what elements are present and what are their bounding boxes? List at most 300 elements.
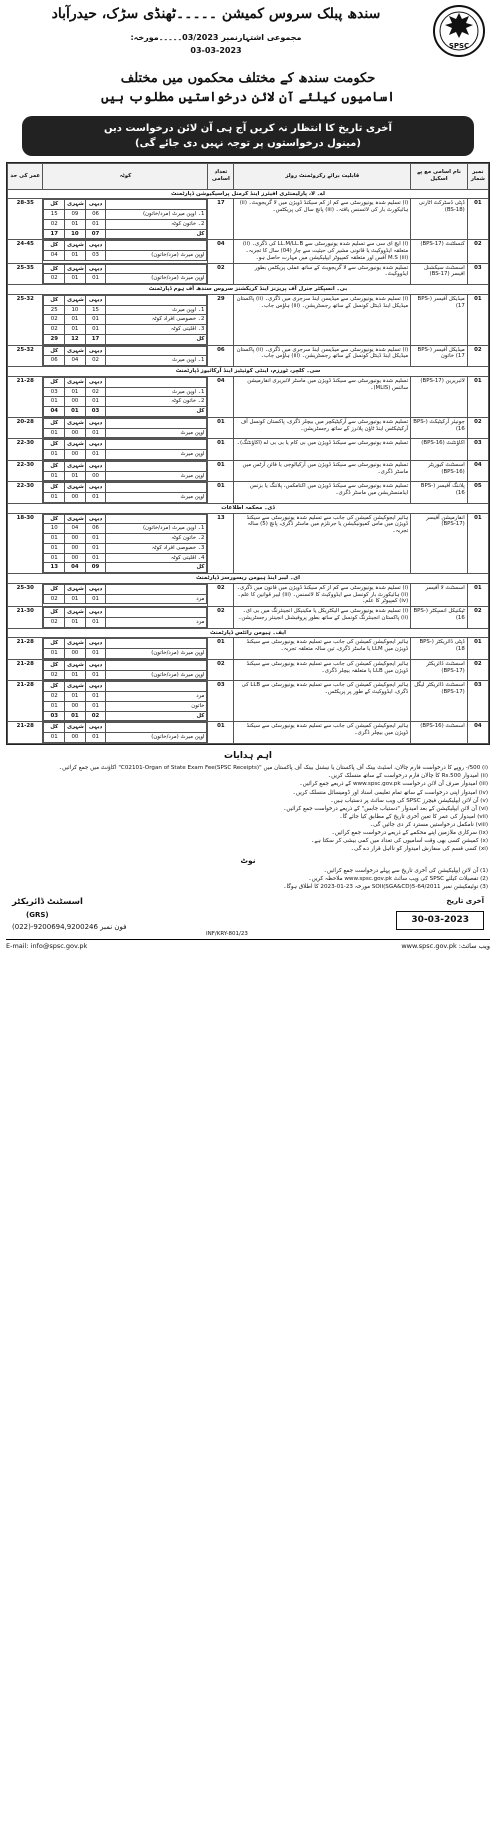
- quota-table: [43, 514, 207, 574]
- quota-header-cell: شہری: [65, 295, 86, 305]
- quota-value: 00: [65, 553, 86, 563]
- quota-header-blank: [106, 660, 207, 670]
- post-count: 03: [208, 681, 234, 722]
- post-name: لائبریرین (BPS-17): [411, 376, 468, 417]
- age-limit: 21-28: [8, 681, 43, 722]
- quota-value: 01: [65, 274, 86, 284]
- quota-cell: [43, 294, 208, 345]
- row-number: 02: [467, 607, 488, 629]
- quota-value: 01: [85, 274, 106, 284]
- instruction-item: (iv) امیدوار اپنی درخواست کے ساتھ تمام تعلیمی اسناد اور ڈومیسائل منسلک کریں۔: [292, 789, 488, 796]
- quota-cell: [43, 482, 208, 504]
- quota-label: 1۔ اوپن میرٹ (مرد/خاتون): [106, 210, 207, 220]
- col-header-age: عمر کی حد: [8, 163, 43, 189]
- quota-header-cell: دیہی: [85, 584, 106, 594]
- post-count: 01: [208, 417, 234, 439]
- quota-label: اوپن میرٹ: [106, 428, 207, 438]
- section-title: بی۔ انسپکٹر جنرل آف پریزنز اینڈ کریکشنز سروس سندھ آف ہوم ڈپارٹمنٹ: [8, 285, 489, 295]
- qualification: تسلیم شدہ یونیورسٹی سے سیکنڈ ڈویژن میں آرکیالوجی یا فائن آرٹس میں ماسٹر ڈگری۔: [234, 460, 411, 482]
- quota-value: 02: [44, 617, 65, 627]
- instructions-title: اہم ہدایات: [224, 750, 272, 761]
- qualification: (i) تسلیم شدہ یونیورسٹی سے میڈیسن اینڈ سرجری میں ڈگری۔ (ii) پاکستان میڈیکل اینڈ ڈینٹل کونسل کے ساتھ رجسٹریشن۔ (iii) ہاؤس جاب۔: [234, 294, 411, 345]
- quota-cell: [43, 263, 208, 285]
- quota-value: 03: [44, 711, 65, 721]
- section-title: سی۔ کلچر، ٹورزم، اینٹی کوئیٹیز اینڈ آرکائیوز ڈپارٹمنٹ: [8, 367, 489, 377]
- quota-value: 07: [85, 229, 106, 239]
- jobs-table-body: [8, 189, 489, 743]
- quota-header-blank: [106, 639, 207, 649]
- quota-label: 1۔ اوپن میرٹ: [106, 387, 207, 397]
- quota-label: 1۔ اوپن میرٹ (مرد/خاتون): [106, 524, 207, 534]
- advert-date: 03-03-2023: [190, 46, 242, 55]
- quota-header-cell: دیہی: [85, 682, 106, 692]
- announcement-line-1: حکومت سندھ کے مختلف محکموں میں مختلف: [120, 71, 376, 86]
- quota-label: کل: [106, 334, 207, 344]
- quota-row: [44, 692, 207, 702]
- quota-row: [44, 711, 207, 721]
- quota-row: [44, 553, 207, 563]
- quota-table: [43, 638, 207, 659]
- table-row: [8, 482, 489, 504]
- row-number: 03: [467, 263, 488, 285]
- quota-value: 01: [85, 397, 106, 407]
- section-title: ڈی۔ محکمہ اطلاعات: [8, 503, 489, 513]
- quota-header-blank: [106, 241, 207, 251]
- quota-value: 01: [85, 617, 106, 627]
- quota-row: [44, 428, 207, 438]
- quota-header-cell: کل: [44, 418, 65, 428]
- quota-header-cell: شہری: [65, 514, 86, 524]
- qualification: ہائیر ایجوکیشن کمیشن کی جانب سے تسلیم شدہ یونیورسٹی سے سیکنڈ ڈویژن میں بیچلر ڈگری۔: [234, 722, 411, 744]
- quota-row: [44, 229, 207, 239]
- quota-header-cell: شہری: [65, 660, 86, 670]
- quota-value: 02: [44, 219, 65, 229]
- quota-table: [43, 439, 207, 460]
- quota-header-blank: [106, 377, 207, 387]
- col-header-count: تعداد اسامی: [208, 163, 234, 189]
- quota-value: 01: [85, 325, 106, 335]
- quota-value: 02: [44, 594, 65, 604]
- quota-header-blank: [106, 584, 207, 594]
- quota-label: کل: [106, 711, 207, 721]
- quota-value: 02: [85, 387, 106, 397]
- quota-table: [43, 681, 207, 721]
- quota-value: 01: [44, 649, 65, 659]
- age-limit: 25-32: [8, 345, 43, 367]
- quota-value: 01: [65, 219, 86, 229]
- quota-table: [43, 607, 207, 628]
- footer: [6, 895, 490, 953]
- row-number: 01: [467, 513, 488, 574]
- quota-header-cell: شہری: [65, 584, 86, 594]
- section-header-row: [8, 189, 489, 199]
- quota-header-cell: دیہی: [85, 639, 106, 649]
- last-date-box: 30-03-2023: [396, 911, 484, 930]
- col-header-no: نمبر شمار: [467, 163, 488, 189]
- instruction-item: (ii) امیدوار Rs.500 کا چالان فارم درخواست کے ساتھ منسلک کریں۔: [327, 773, 488, 780]
- website-link[interactable]: www.spsc.gov.pk :ویب سائٹ: [401, 942, 490, 951]
- quota-table: [43, 199, 207, 239]
- instruction-item: (ix) سرکاری ملازمین اپنے محکمے کے ذریعے درخواست جمع کرائیں۔: [331, 830, 488, 837]
- svg-text:SPSC: SPSC: [448, 42, 470, 50]
- section-header-row: [8, 574, 489, 584]
- quota-value: 00: [65, 733, 86, 743]
- inf-code: INF/KRY-801/23: [206, 931, 248, 938]
- post-count: 01: [208, 722, 234, 744]
- quota-value: 01: [44, 534, 65, 544]
- age-limit: 22-30: [8, 460, 43, 482]
- spsc-logo-icon: [432, 4, 486, 58]
- quota-header-cell: کل: [44, 295, 65, 305]
- quota-cell: [43, 607, 208, 629]
- age-limit: 18-30: [8, 513, 43, 574]
- quota-value: 01: [85, 701, 106, 711]
- post-count: 02: [208, 263, 234, 285]
- quota-header-cell: دیہی: [85, 418, 106, 428]
- quota-row: [44, 219, 207, 229]
- instruction-item: (i) 500/- روپے کا درخواست فارم چالان، اسٹیٹ بینک آف پاکستان یا نیشنل بینک آف پاکستان میں "C02101-Organ of State Exam Fee(SPSC Receipts)" اکاؤنٹ میں جمع کرائیں۔: [58, 765, 488, 772]
- quota-header-cell: شہری: [65, 723, 86, 733]
- quota-row: [44, 701, 207, 711]
- quota-header-blank: [106, 264, 207, 274]
- instruction-item: (vi) آن لائن ایپلیکیشن کے بعد امیدوار "دستیاب جابس" کے ذریعے درخواست جمع کرائیں۔: [283, 805, 488, 812]
- quota-label: 1۔ اوپن میرٹ: [106, 305, 207, 315]
- quota-header-cell: کل: [44, 660, 65, 670]
- instruction-item: (x) کمیشن کسی بھی وقت اسامیوں کی تعداد میں کمی بیشی کر سکتا ہے۔: [311, 838, 488, 845]
- quota-cell: [43, 439, 208, 461]
- table-row: [8, 294, 489, 345]
- quota-row: [44, 397, 207, 407]
- quota-value: 09: [65, 210, 86, 220]
- quota-value: 02: [44, 274, 65, 284]
- age-limit: 25-30: [8, 583, 43, 606]
- quota-header-row: [44, 461, 207, 471]
- quota-cell: [43, 583, 208, 606]
- advert-number: مجموعی اشتہارنمبر 03/2023۔۔۔۔۔مورخہ:: [130, 33, 302, 42]
- instructions: [6, 751, 490, 891]
- age-limit: 21-28: [8, 659, 43, 681]
- quota-label: 4۔ اقلیتی کوٹہ: [106, 553, 207, 563]
- quota-cell: [43, 722, 208, 744]
- quota-header-blank: [106, 461, 207, 471]
- post-name: ٹیکنیکل انسپکٹر (BPS-16): [411, 607, 468, 629]
- note-title: نوٹ: [240, 856, 256, 866]
- row-number: 04: [467, 460, 488, 482]
- quota-value: 01: [85, 594, 106, 604]
- quota-header-cell: شہری: [65, 608, 86, 618]
- section-header-row: [8, 367, 489, 377]
- post-count: 02: [208, 607, 234, 629]
- quota-header-cell: کل: [44, 723, 65, 733]
- table-row: [8, 638, 489, 660]
- table-row: [8, 240, 489, 263]
- post-count: 04: [208, 240, 234, 263]
- quota-value: 01: [44, 471, 65, 481]
- table-row: [8, 439, 489, 461]
- row-number: 04: [467, 722, 488, 744]
- post-name: پلاننگ آفیسر (BPS-16): [411, 482, 468, 504]
- instruction-item: (vii) امیدوار کی عمر کا تعین آخری تاریخ کے مطابق کیا جائے گا۔: [339, 813, 488, 820]
- quota-value: 10: [44, 524, 65, 534]
- row-number: 03: [467, 681, 488, 722]
- post-name: انفارمیشن آفیسر (BPS-17): [411, 513, 468, 574]
- quota-row: [44, 315, 207, 325]
- table-row: [8, 263, 489, 285]
- quota-row: [44, 617, 207, 627]
- quota-value: 12: [65, 334, 86, 344]
- quota-value: 01: [85, 219, 106, 229]
- age-limit: 20-28: [8, 417, 43, 439]
- quota-value: 01: [85, 670, 106, 680]
- post-name: میڈیکل آفیسر (BPS-17): [411, 294, 468, 345]
- quota-cell: [43, 345, 208, 367]
- section-header-row: [8, 285, 489, 295]
- quota-value: 01: [44, 701, 65, 711]
- qualification: (i) تسلیم شدہ یونیورسٹی سے الیکٹریکل یا مکینیکل انجینئرنگ میں بی ای۔ (ii) پاکستان انجینئرنگ کونسل کے ساتھ بطور پروفیشنل انجینئر رجسٹریشن۔: [234, 607, 411, 629]
- quota-value: 01: [85, 649, 106, 659]
- post-name: اسسٹنٹ ڈائریکٹر لیگل (BPS-17): [411, 681, 468, 722]
- qualification: (i) تسلیم شدہ یونیورسٹی سے کم از کم سیکنڈ ڈویژن میں قانون میں ڈگری۔ (ii) ہائیکورٹ بار کونسل سے ایڈووکیٹ کا لائسنس۔ (iii) لیبر قوانین کا علم۔ (iv) کمپیوٹر کا علم۔: [234, 583, 411, 606]
- qualification: ہائیر ایجوکیشن کمیشن کی جانب سے تسلیم شدہ یونیورسٹی سے سیکنڈ ڈویژن میں LLM یا ماسٹر ڈگری، تین سالہ متعلقہ تجربہ۔: [234, 638, 411, 660]
- quota-value: 09: [85, 563, 106, 573]
- quota-row: [44, 325, 207, 335]
- quota-header-cell: دیہی: [85, 723, 106, 733]
- quota-table: [43, 660, 207, 681]
- header: [6, 4, 490, 64]
- quota-value: 01: [65, 325, 86, 335]
- post-name: اسسٹنٹ ڈائریکٹر (BPS-17): [411, 659, 468, 681]
- section-title: ای۔ لیبر اینڈ ہیومن ریسورسز ڈپارٹمنٹ: [8, 574, 489, 584]
- quota-value: 01: [44, 543, 65, 553]
- notice-line-2: (مینول درخواستوں پر توجہ نہیں دی جائے گی): [135, 137, 361, 149]
- instruction-item: (v) آن لائن ایپلیکیشن فیچرز SPSC کی ویب سائٹ پر دستیاب ہیں۔: [330, 797, 488, 804]
- quota-row: [44, 305, 207, 315]
- table-row: [8, 376, 489, 417]
- col-header-post: نام اسامی مع پے اسکیل: [411, 163, 468, 189]
- quota-cell: [43, 417, 208, 439]
- quota-row: [44, 251, 207, 261]
- quota-label: اوپن میرٹ: [106, 450, 207, 460]
- post-name: اسسٹنٹ کیوریٹر (BPS-16): [411, 460, 468, 482]
- post-name: کنسلٹنٹ (BPS-17): [411, 240, 468, 263]
- quota-header-row: [44, 200, 207, 210]
- quota-value: 01: [44, 553, 65, 563]
- email-link[interactable]: E-mail: info@spsc.gov.pk: [6, 942, 88, 951]
- quota-value: 01: [85, 553, 106, 563]
- quota-header-blank: [106, 200, 207, 210]
- quota-value: 01: [44, 428, 65, 438]
- table-row: [8, 659, 489, 681]
- note-item: (1) آن لائن ایپلیکیشن کی آخری تاریخ سے پہلے درخواست جمع کرائیں۔: [323, 867, 488, 874]
- quota-row: [44, 543, 207, 553]
- quota-value: 04: [44, 407, 65, 417]
- quota-header-cell: دیہی: [85, 295, 106, 305]
- quota-value: 02: [44, 325, 65, 335]
- instructions-list: [6, 764, 490, 853]
- age-limit: 25-35: [8, 263, 43, 285]
- quota-value: 25: [44, 305, 65, 315]
- quota-header-row: [44, 723, 207, 733]
- quota-header-blank: [106, 682, 207, 692]
- quota-value: 01: [44, 397, 65, 407]
- quota-value: 04: [44, 251, 65, 261]
- table-row: [8, 417, 489, 439]
- quota-header-cell: کل: [44, 377, 65, 387]
- quota-header-cell: دیہی: [85, 377, 106, 387]
- jobs-table: [7, 163, 489, 744]
- post-name: ڈپٹی ڈسٹرکٹ اٹارنی (BS-18): [411, 199, 468, 240]
- quota-value: 04: [65, 524, 86, 534]
- post-count: 13: [208, 513, 234, 574]
- quota-header-blank: [106, 346, 207, 356]
- quota-row: [44, 387, 207, 397]
- quota-header-cell: شہری: [65, 241, 86, 251]
- quota-label: 3۔ خصوصی افراد کوٹہ: [106, 543, 207, 553]
- row-number: 01: [467, 294, 488, 345]
- quota-label: اوپن میرٹ (مرد/خاتون): [106, 274, 207, 284]
- quota-value: 00: [65, 701, 86, 711]
- quota-header-blank: [106, 483, 207, 493]
- quota-header-cell: دیہی: [85, 264, 106, 274]
- quota-row: [44, 563, 207, 573]
- quota-header-row: [44, 483, 207, 493]
- row-number: 03: [467, 439, 488, 461]
- quota-value: 01: [65, 692, 86, 702]
- row-number: 01: [467, 583, 488, 606]
- quota-value: 01: [85, 543, 106, 553]
- qualification: (i) ایچ ای سی سے تسلیم شدہ یونیورسٹی سے LL.M/LL.B کی ڈگری۔ (ii) متعلقہ ایڈووکیٹ یا قانونی مشیر کی حیثیت سے چار (04) سال کا تجربہ۔ (iii) M.S آفس اور متعلقہ کمپیوٹر ایپلیکیشن میں مہارت حاصل ہو۔: [234, 240, 411, 263]
- contact-bar: [6, 939, 490, 950]
- quota-header-cell: دیہی: [85, 514, 106, 524]
- quota-header-cell: شہری: [65, 483, 86, 493]
- quota-table: [43, 264, 207, 285]
- quota-header-cell: شہری: [65, 639, 86, 649]
- quota-cell: [43, 638, 208, 660]
- instruction-item: (iii) امیدوار صرف آن لائن درخواست www.spsc.gov.pk کے ذریعے جمع کرائیں۔: [299, 781, 488, 788]
- quota-table: [43, 295, 207, 345]
- quota-header-cell: شہری: [65, 200, 86, 210]
- quota-header-row: [44, 418, 207, 428]
- quota-header-row: [44, 584, 207, 594]
- section-header-row: [8, 628, 489, 638]
- quota-header-blank: [106, 608, 207, 618]
- quota-value: 00: [65, 428, 86, 438]
- quota-header-row: [44, 639, 207, 649]
- col-header-qualification: قابلیت برائے رکروٹمنٹ رولز: [234, 163, 411, 189]
- quota-value: 00: [65, 649, 86, 659]
- quota-header-row: [44, 377, 207, 387]
- post-name: میڈیکل آفیسر (BPS-17) خاتون: [411, 345, 468, 367]
- quota-header-cell: کل: [44, 346, 65, 356]
- table-row: [8, 345, 489, 367]
- quota-value: 02: [85, 356, 106, 366]
- quota-header-cell: دیہی: [85, 346, 106, 356]
- quota-header-cell: کل: [44, 514, 65, 524]
- quota-header-row: [44, 660, 207, 670]
- phone-numbers: فون نمبر 9200694,9200246-(022): [12, 923, 127, 932]
- quota-value: 00: [65, 493, 86, 503]
- age-limit: 21-28: [8, 638, 43, 660]
- quota-value: 01: [85, 692, 106, 702]
- quota-value: 06: [85, 524, 106, 534]
- table-row: [8, 513, 489, 574]
- quota-value: 01: [85, 315, 106, 325]
- quota-label: کل: [106, 563, 207, 573]
- quota-header-cell: شہری: [65, 682, 86, 692]
- qualification: تسلیم شدہ یونیورسٹی سے آرکیٹیکچر میں بیچلر ڈگری، پاکستان کونسل آف آرکیٹیکٹس اینڈ ٹاؤن پلانرز کے ساتھ رجسٹریشن۔: [234, 417, 411, 439]
- quota-value: 01: [85, 493, 106, 503]
- quota-row: [44, 649, 207, 659]
- quota-value: 01: [85, 733, 106, 743]
- quota-table: [43, 461, 207, 482]
- quota-value: 04: [65, 356, 86, 366]
- quota-table: [43, 722, 207, 743]
- col-header-quota: کوٹہ: [43, 163, 208, 189]
- quota-header-row: [44, 241, 207, 251]
- quota-value: 01: [65, 251, 86, 261]
- jobs-table-wrap: [6, 162, 490, 745]
- quota-value: 06: [85, 210, 106, 220]
- quota-row: [44, 334, 207, 344]
- quota-value: 01: [85, 534, 106, 544]
- quota-label: اوپن میرٹ (مرد/خاتون): [106, 733, 207, 743]
- age-limit: 24-45: [8, 240, 43, 263]
- age-limit: 21-28: [8, 376, 43, 417]
- table-row: [8, 681, 489, 722]
- quota-header-cell: شہری: [65, 440, 86, 450]
- quota-table: [43, 346, 207, 367]
- quota-header-cell: کل: [44, 241, 65, 251]
- instruction-item: (viii) نامکمل درخواستیں مسترد کر دی جائیں گی۔: [369, 821, 488, 828]
- quota-label: اوپن میرٹ (مرد/خاتون): [106, 649, 207, 659]
- row-number: 02: [467, 345, 488, 367]
- quota-cell: [43, 199, 208, 240]
- quota-row: [44, 471, 207, 481]
- quota-row: [44, 450, 207, 460]
- quota-label: مرد: [106, 617, 207, 627]
- quota-row: [44, 670, 207, 680]
- post-count: 29: [208, 294, 234, 345]
- post-count: 01: [208, 638, 234, 660]
- age-limit: 28-35: [8, 199, 43, 240]
- quota-header-cell: کل: [44, 639, 65, 649]
- table-row: [8, 460, 489, 482]
- quota-value: 02: [44, 315, 65, 325]
- quota-header-row: [44, 440, 207, 450]
- quota-label: 2۔ خاتون کوٹہ: [106, 397, 207, 407]
- qualification: (i) تسلیم شدہ یونیورسٹی سے میڈیسن اینڈ سرجری میں ڈگری۔ (ii) پاکستان میڈیکل اینڈ ڈینٹل کونسل کے ساتھ رجسٹریشن۔ (iii) ہاؤس جاب۔: [234, 345, 411, 367]
- quota-cell: [43, 460, 208, 482]
- quota-label: 1۔ اوپن میرٹ: [106, 356, 207, 366]
- quota-row: [44, 594, 207, 604]
- section-title: ایف۔ ہیومن رائٹس ڈپارٹمنٹ: [8, 628, 489, 638]
- announcement: [6, 70, 490, 108]
- quota-value: 00: [65, 450, 86, 460]
- quota-value: 03: [85, 407, 106, 417]
- row-number: 05: [467, 482, 488, 504]
- notes-list: [6, 867, 490, 891]
- quota-table: [43, 377, 207, 417]
- age-limit: 22-30: [8, 439, 43, 461]
- post-count: 17: [208, 199, 234, 240]
- quota-value: 00: [65, 543, 86, 553]
- note-item: (2) تفصیلات کیلئے SPSC کی ویب سائٹ www.spsc.gov.pk ملاحظہ کریں۔: [308, 875, 488, 882]
- quota-value: 17: [44, 229, 65, 239]
- quota-value: 01: [65, 407, 86, 417]
- post-count: 02: [208, 583, 234, 606]
- quota-row: [44, 356, 207, 366]
- quota-row: [44, 534, 207, 544]
